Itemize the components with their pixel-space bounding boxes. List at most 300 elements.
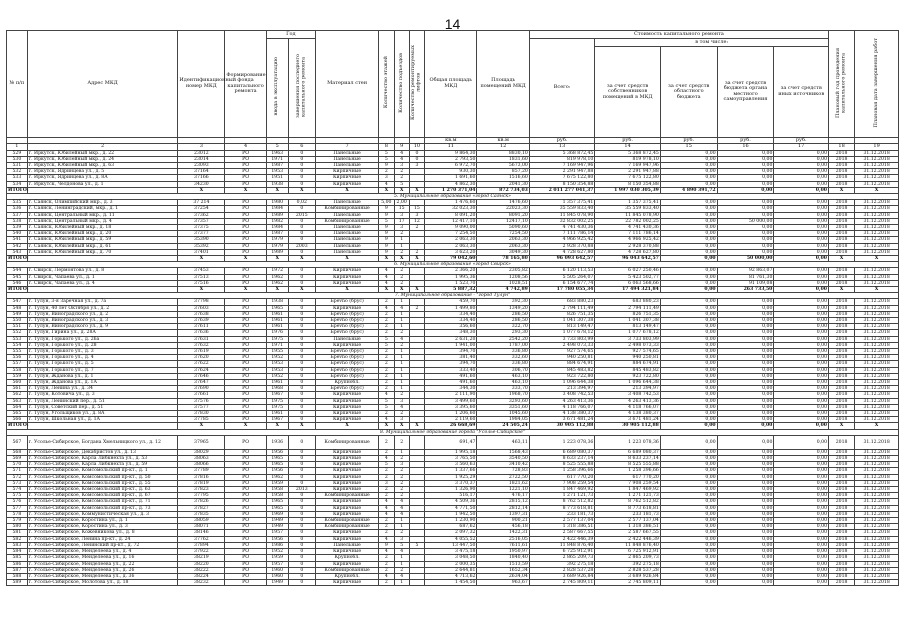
table-cell: 7 908 259,54 xyxy=(529,480,595,486)
table-cell: 579 xyxy=(7,518,28,524)
table-cell: 4 728 627,80 xyxy=(529,249,595,255)
table-cell: 31.12.2018 xyxy=(855,367,899,373)
table-cell: 691,47 xyxy=(425,435,477,449)
table-cell: 0,00 xyxy=(660,324,717,330)
table-cell: 2,00 xyxy=(394,200,409,206)
table-cell: 0,00 xyxy=(660,330,717,336)
table-cell: 31.12.2018 xyxy=(855,505,899,511)
table-cell: 392 275,18 xyxy=(595,561,661,567)
table-cell: 31.12.2018 xyxy=(855,212,899,218)
table-cell: 0,00 xyxy=(717,386,774,392)
table-cell: 2018 xyxy=(829,200,855,206)
table-cell: 4 728 627,80 xyxy=(595,249,661,255)
table-cell: X xyxy=(225,255,266,261)
table-cell: 4 xyxy=(394,150,409,156)
table-cell: 1984 xyxy=(266,224,288,230)
table-cell: РО xyxy=(225,555,266,561)
table-cell: 0,00 xyxy=(660,505,717,511)
table-cell: г. Тулун, 40 лет Октября ул., д. 2 xyxy=(27,305,178,311)
table-cell: 2 xyxy=(379,468,394,474)
table-cell: 31.12.2018 xyxy=(855,456,899,462)
table-cell: 0,00 xyxy=(660,181,717,187)
table-cell: РО xyxy=(225,449,266,455)
table-cell: 0,00 xyxy=(717,398,774,404)
table-cell: 0,00 xyxy=(660,449,717,455)
column-number: 6 xyxy=(288,144,315,151)
table-cell: 587 xyxy=(7,567,28,573)
table-cell: 2 xyxy=(409,305,424,311)
table-cell: 81 761,30 xyxy=(717,274,774,280)
table-cell: 31.12.2018 xyxy=(855,561,899,567)
table-cell: 333,40 xyxy=(425,367,477,373)
table-cell: 0,00 xyxy=(774,355,829,361)
table-cell: 8 633 237,14 xyxy=(529,456,595,462)
table-cell: 927 574,65 xyxy=(595,349,661,355)
table-cell: 37624 xyxy=(178,367,225,373)
table-cell: 1961 xyxy=(266,380,288,386)
table-cell: 31.12.2018 xyxy=(855,181,899,187)
table-cell: 37922 xyxy=(178,549,225,555)
table-cell: 6 027 250,46 xyxy=(595,268,661,274)
table-cell: 1979 xyxy=(266,237,288,243)
table-cell: 845 483,82 xyxy=(595,367,661,373)
header-col-built: ввода в эксплуатацию xyxy=(273,57,280,116)
table-cell: 0,00 xyxy=(717,355,774,361)
table-cell: 38063 xyxy=(178,456,225,462)
table-cell: 2018 xyxy=(829,373,855,379)
column-number: 18 xyxy=(829,144,855,151)
table-cell: 38071 xyxy=(178,524,225,530)
header-col-num: № п/п xyxy=(7,31,28,138)
table-cell: 3 671 481,24 xyxy=(529,417,595,423)
table-cell: РО xyxy=(225,411,266,417)
table-cell: 2018 xyxy=(829,456,855,462)
table-cell: г. Иркутск, Юбилейный мкр., д. 63 xyxy=(27,162,178,168)
table-cell: 1422,31 xyxy=(477,530,529,536)
table-cell: г. Тулун, Угольщиков ул., д. 8А xyxy=(27,411,178,417)
table-cell: 4 xyxy=(379,305,394,311)
table-cell: 0 xyxy=(288,392,315,398)
table-cell: 2018 xyxy=(829,361,855,367)
table-cell: 570 xyxy=(7,462,28,468)
table-cell: 4 xyxy=(394,573,409,579)
table-cell: 31.12.2018 xyxy=(855,542,899,548)
table-cell: 0,00 xyxy=(774,524,829,530)
table-cell: г. Усолье-Сибирское, Комсомольский пр-кт., д. 50 xyxy=(27,474,178,480)
table-cell: 0,00 xyxy=(774,175,829,181)
table-cell: 6 154 677,74 xyxy=(529,280,595,286)
table-cell: 2018 xyxy=(829,150,855,156)
table-cell: 826 751,35 xyxy=(595,311,661,317)
table-cell: г. Тулун, 3-я Заречная ул., д. 7а xyxy=(27,299,178,305)
table-cell: 0 xyxy=(288,580,315,586)
table-cell: 1958 xyxy=(266,487,288,493)
column-number: 5 xyxy=(266,144,288,151)
table-cell: 12 xyxy=(409,218,424,224)
table-cell: 3 xyxy=(394,417,409,423)
table-cell: 1 258 396,66 xyxy=(529,468,595,474)
header-col-entrances: Количество подъездов xyxy=(397,52,404,113)
table-cell: 1965 xyxy=(266,462,288,468)
table-cell: 9 xyxy=(379,162,394,168)
table-cell: 463,10 xyxy=(477,373,529,379)
table-cell: 1961 xyxy=(266,311,288,317)
table-cell: 1 925,29 xyxy=(425,474,477,480)
table-cell: 0 xyxy=(288,404,315,410)
table-cell: 5 368 872,45 xyxy=(595,150,661,156)
table-cell: 2 xyxy=(379,311,394,317)
table-cell: 2018 xyxy=(829,330,855,336)
table-cell: 0,00 xyxy=(774,299,829,305)
table-cell: 38146 xyxy=(178,530,225,536)
table-cell: 2018 xyxy=(829,518,855,524)
table-cell: 37254 xyxy=(178,206,225,212)
table-cell: 0,00 xyxy=(717,169,774,175)
table-cell: г. Тулун, Горького ул., д. 28 xyxy=(27,342,178,348)
table-cell: 1 318 386,51 xyxy=(529,524,595,530)
table-cell: 571 xyxy=(7,468,28,474)
table-cell: 9 xyxy=(379,249,394,255)
table-cell: 2 793,50 xyxy=(425,156,477,162)
table-cell: 5 xyxy=(394,542,409,548)
table-cell: 37661 xyxy=(178,392,225,398)
table-cell: РО xyxy=(225,162,266,168)
table-cell: 2 xyxy=(394,530,409,536)
table-cell: г. Усолье-Сибирское, Карла Либкнехта ул., д. 53 xyxy=(27,456,178,462)
table-cell: X xyxy=(178,286,225,292)
table-cell: 7 254,50 xyxy=(425,231,477,237)
table-cell: г. Усолье-Сибирское, Менделеева ул., д. 26 xyxy=(27,567,178,573)
table-cell: 0 xyxy=(288,536,315,542)
table-cell: 0,00 xyxy=(774,561,829,567)
table-cell: 8 773 618,81 xyxy=(595,505,661,511)
table-cell: 2018 xyxy=(829,392,855,398)
table-cell: 2 928 370,88 xyxy=(595,243,661,249)
table-cell: 1 xyxy=(394,386,409,392)
table-cell: 1821,62 xyxy=(477,480,529,486)
header-col-plan-date: Плановая дата завершения работ xyxy=(872,37,879,128)
table-cell: 567 xyxy=(7,435,28,449)
table-cell: г. Тулун, Ленина ул., д. 34 xyxy=(27,386,178,392)
table-cell: РО xyxy=(225,530,266,536)
unit-rub-total: руб. xyxy=(529,137,595,144)
table-cell: 3 xyxy=(394,162,409,168)
table-cell: 17 xyxy=(394,218,409,224)
table-cell: 0 xyxy=(409,156,424,162)
table-cell: 0,00 xyxy=(774,449,829,455)
table-cell: Кирпичные xyxy=(315,280,378,286)
table-cell: 1 xyxy=(394,317,409,323)
table-cell: 1 077 678,12 xyxy=(529,330,595,336)
table-cell: 583 xyxy=(7,542,28,548)
table-cell: 0 xyxy=(288,468,315,474)
table-cell: 96 043 642,57 xyxy=(595,255,661,261)
table-cell: 2 063,30 xyxy=(425,243,477,249)
table-cell: 2 xyxy=(379,411,394,417)
table-cell: 31.12.2018 xyxy=(855,398,899,404)
header-col-regional: за счет средств областного бюджета xyxy=(660,47,717,138)
table-cell: 589 xyxy=(7,580,28,586)
table-cell: 900,21 xyxy=(477,518,529,524)
table-cell: 9 090,00 xyxy=(425,224,477,230)
table-cell: 2 291 947,88 xyxy=(595,169,661,175)
table-cell: 4 xyxy=(379,573,394,579)
table-cell: 37166 xyxy=(178,175,225,181)
table-cell: РО xyxy=(225,511,266,517)
table-cell: 2018 xyxy=(829,367,855,373)
section-title: 7. Муниципальное образование - "город Тулун" xyxy=(7,293,899,299)
table-cell: 0,00 xyxy=(774,249,829,255)
table-cell: 2018 xyxy=(829,206,855,212)
table-cell: 0,00 xyxy=(660,317,717,323)
table-cell: 581 xyxy=(7,530,28,536)
table-cell: 0,00 xyxy=(660,299,717,305)
table-cell: 2018 xyxy=(829,175,855,181)
table-cell: г. Усолье-Сибирское, Коростина ул., д. 3 xyxy=(27,524,178,530)
table-cell: 3351,60 xyxy=(477,404,529,410)
table-cell: 577 xyxy=(7,505,28,511)
table-cell: 0,00 xyxy=(660,573,717,579)
table-cell: 31.12.2018 xyxy=(855,499,899,505)
table-cell: г. Усолье-Сибирское, Комсомольский пр-кт., д. 67 xyxy=(27,493,178,499)
table-cell: 2018 xyxy=(829,411,855,417)
table-cell: 3 733 803,99 xyxy=(529,336,595,342)
table-cell: 0,00 xyxy=(660,361,717,367)
table-cell: 37816 xyxy=(178,474,225,480)
table-cell: 5 xyxy=(379,404,394,410)
table-cell xyxy=(409,580,424,586)
table-cell: 584 xyxy=(7,549,28,555)
table-cell: 617 770,20 xyxy=(595,474,661,480)
table-cell: 356,60 xyxy=(425,324,477,330)
table-cell: г. Усолье-Сибирское, Менделеева ул., д. 36 xyxy=(27,573,178,579)
table-cell: 0 xyxy=(288,324,315,330)
table-cell: 0 xyxy=(288,268,315,274)
table-cell: 0,00 xyxy=(774,342,829,348)
table-cell: 31.12.2018 xyxy=(855,435,899,449)
table-cell: 1 271 121,73 xyxy=(595,493,661,499)
table-cell: РО xyxy=(225,274,266,280)
table-cell: 1 847 469,92 xyxy=(529,487,595,493)
table-cell: РО xyxy=(225,324,266,330)
table-cell: X xyxy=(225,286,266,292)
table-cell: РО xyxy=(225,156,266,162)
table-cell: РО xyxy=(225,311,266,317)
table-cell: 0 xyxy=(288,386,315,392)
table-cell: 559 xyxy=(7,373,28,379)
table-cell: Брevno (брус) xyxy=(315,311,378,317)
table-cell: 5 xyxy=(379,218,394,224)
table-cell: 2 xyxy=(379,474,394,480)
table-cell: 2 011 277 041,37 xyxy=(529,187,595,193)
table-cell: 543 xyxy=(7,249,28,255)
table-cell: 2 577 137,04 xyxy=(529,518,595,524)
table-cell: Панельные xyxy=(315,336,378,342)
table-cell: 31.12.2018 xyxy=(855,324,899,330)
table-cell: 1 691,60 xyxy=(425,175,477,181)
table-cell: г. Тулун, Котовича ул., д. 3 xyxy=(27,392,178,398)
table-cell: 333,70 xyxy=(477,386,529,392)
table-cell: 2 865 209,73 xyxy=(529,555,595,561)
table-cell: 0,00 xyxy=(660,524,717,530)
table-cell: 3 623,20 xyxy=(425,249,477,255)
table-cell: 31.12.2018 xyxy=(855,487,899,493)
table-cell: РО xyxy=(225,435,266,449)
table-cell: 540 xyxy=(7,231,28,237)
table-cell: 3 408 742,53 xyxy=(595,392,661,398)
table-cell: 0,00 xyxy=(660,206,717,212)
table-cell: 1 318 386,51 xyxy=(595,524,661,530)
table-cell: 0,00 xyxy=(774,373,829,379)
table-cell: 0 xyxy=(288,449,315,455)
table-cell: г. Тулун, Горького ул., д. 3 xyxy=(27,349,178,355)
table-cell: 31.12.2018 xyxy=(855,474,899,480)
table-cell: X xyxy=(855,187,899,193)
table-cell: 37690 xyxy=(178,386,225,392)
table-cell: 1952 xyxy=(266,549,288,555)
table-cell: Брevno (брус) xyxy=(315,355,378,361)
table-cell: 17 780 055,34 xyxy=(529,286,595,292)
table-cell: 576 xyxy=(7,499,28,505)
header-incl-group: в том числе: xyxy=(595,39,829,47)
table-cell: 31.12.2018 xyxy=(855,555,899,561)
table-cell: 3 xyxy=(379,480,394,486)
table-cell: Кирпичные xyxy=(315,392,378,398)
table-cell: 0,00 xyxy=(774,206,829,212)
table-cell: 4 741 430,36 xyxy=(529,224,595,230)
table-cell: 0 xyxy=(288,480,315,486)
table-cell: 1980 xyxy=(266,200,288,206)
table-cell: 0,00 xyxy=(660,398,717,404)
table-cell: Крупнобл. xyxy=(315,380,378,386)
table-cell: 293,30 xyxy=(477,330,529,336)
table-cell: 0,00 xyxy=(774,150,829,156)
table-cell: 2 xyxy=(379,355,394,361)
table-cell: 0,00 xyxy=(774,518,829,524)
table-cell: 0,00 xyxy=(717,530,774,536)
table-cell: 0,00 xyxy=(717,493,774,499)
table-cell: 1984,05 xyxy=(477,417,529,423)
table-cell: г. Тулун, Жданова ул., д. 1А xyxy=(27,380,178,386)
table-cell: 4 xyxy=(379,549,394,555)
table-cell: г. Тулун, Горького ул., д. 7 xyxy=(27,367,178,373)
table-cell: г. Тулун, Гирина ул., д. 28А xyxy=(27,330,178,336)
table-cell: 2 828 537,28 xyxy=(529,567,595,573)
table-cell: 2 xyxy=(394,411,409,417)
table-cell: 4 xyxy=(394,305,409,311)
table-cell: 15 xyxy=(409,206,424,212)
table-cell: 0 xyxy=(288,417,315,423)
table-cell: 3 689 926,84 xyxy=(595,573,661,579)
table-cell: 2018 xyxy=(829,561,855,567)
table-cell: 550 xyxy=(7,317,28,323)
table-cell: 31.12.2018 xyxy=(855,386,899,392)
table-cell: 37789 xyxy=(178,468,225,474)
table-cell: 213 394,97 xyxy=(595,386,661,392)
table-cell: X xyxy=(855,423,899,429)
table-body xyxy=(7,150,899,586)
table-cell: 2 xyxy=(394,249,409,255)
table-cell: 31.12.2018 xyxy=(855,336,899,342)
table-cell: 4 xyxy=(379,274,394,280)
table-cell: 5 xyxy=(394,181,409,187)
table-cell: 1 230,90 xyxy=(425,518,477,524)
table-cell: 31.12.2018 xyxy=(855,237,899,243)
table-cell: 4 xyxy=(394,499,409,505)
table-cell: 0,00 xyxy=(774,243,829,249)
table-cell: 31.12.2018 xyxy=(855,317,899,323)
table-cell: 31.12.2018 xyxy=(855,573,899,579)
table-cell: 0,00 xyxy=(660,555,717,561)
table-cell: 572 xyxy=(7,474,28,480)
table-cell: РО xyxy=(225,299,266,305)
table-cell: 1 xyxy=(394,580,409,586)
table-cell: г. Свирск, Чапаева ул., д. 4 xyxy=(27,280,178,286)
table-cell: 1 xyxy=(394,561,409,567)
table-cell: 1982 xyxy=(266,218,288,224)
table-cell: 1 xyxy=(394,373,409,379)
table-cell: 0,00 xyxy=(660,249,717,255)
table-cell: 2018 xyxy=(829,468,855,474)
table-cell: 588 xyxy=(7,573,28,579)
table-cell: 91 109,08 xyxy=(717,280,774,286)
table-cell: 2018 xyxy=(829,324,855,330)
table-cell: РО xyxy=(225,518,266,524)
table-cell: 0 xyxy=(288,231,315,237)
table-cell: 1953 xyxy=(266,361,288,367)
table-cell: 0,00 xyxy=(660,255,717,261)
table-cell: 0,00 xyxy=(660,380,717,386)
table-cell: 381,40 xyxy=(425,355,477,361)
column-number: 7 xyxy=(315,144,378,151)
table-cell: 1979 xyxy=(266,243,288,249)
table-cell: 0,00 xyxy=(774,499,829,505)
table-cell: 9 xyxy=(379,224,394,230)
table-cell: 2018 xyxy=(829,299,855,305)
table-cell: 1956 xyxy=(266,536,288,542)
table-cell: 322,70 xyxy=(477,324,529,330)
table-cell: 286,50 xyxy=(477,317,529,323)
table-cell: 1956 xyxy=(266,449,288,455)
table-cell: 0,00 xyxy=(717,487,774,493)
table-cell: 4 118 766,07 xyxy=(529,404,595,410)
header-col-fund: Формирование фонда капитального ремонта xyxy=(225,31,266,138)
table-cell: 9 xyxy=(379,237,394,243)
table-cell: 0,00 xyxy=(660,342,717,348)
table-cell: РО xyxy=(225,505,266,511)
table-cell: 2018 xyxy=(829,505,855,511)
column-number: 3 xyxy=(178,144,225,151)
table-cell: 1 941,00 xyxy=(425,342,477,348)
table-cell: 0,00 xyxy=(774,392,829,398)
table-cell: 4 xyxy=(379,499,394,505)
table-cell: 1955 xyxy=(266,349,288,355)
unit-rub-other: руб. xyxy=(774,137,829,144)
table-cell: 32 023,30 xyxy=(425,206,477,212)
table-cell: X xyxy=(178,423,225,429)
table-cell: 4 138 380,37 xyxy=(529,411,595,417)
header-col-other: за счет средств иных источников xyxy=(774,47,829,138)
table-cell: 15 xyxy=(394,206,409,212)
table-cell: 0,00 xyxy=(774,468,829,474)
table-cell: РО xyxy=(225,243,266,249)
table-cell: 31.12.2018 xyxy=(855,361,899,367)
table-cell: X xyxy=(315,423,378,429)
table-cell: 0 xyxy=(288,162,315,168)
table-cell: 4 xyxy=(379,268,394,274)
table-cell: 7 675 122,80 xyxy=(595,175,661,181)
table-cell: Комбинированные xyxy=(315,567,378,573)
